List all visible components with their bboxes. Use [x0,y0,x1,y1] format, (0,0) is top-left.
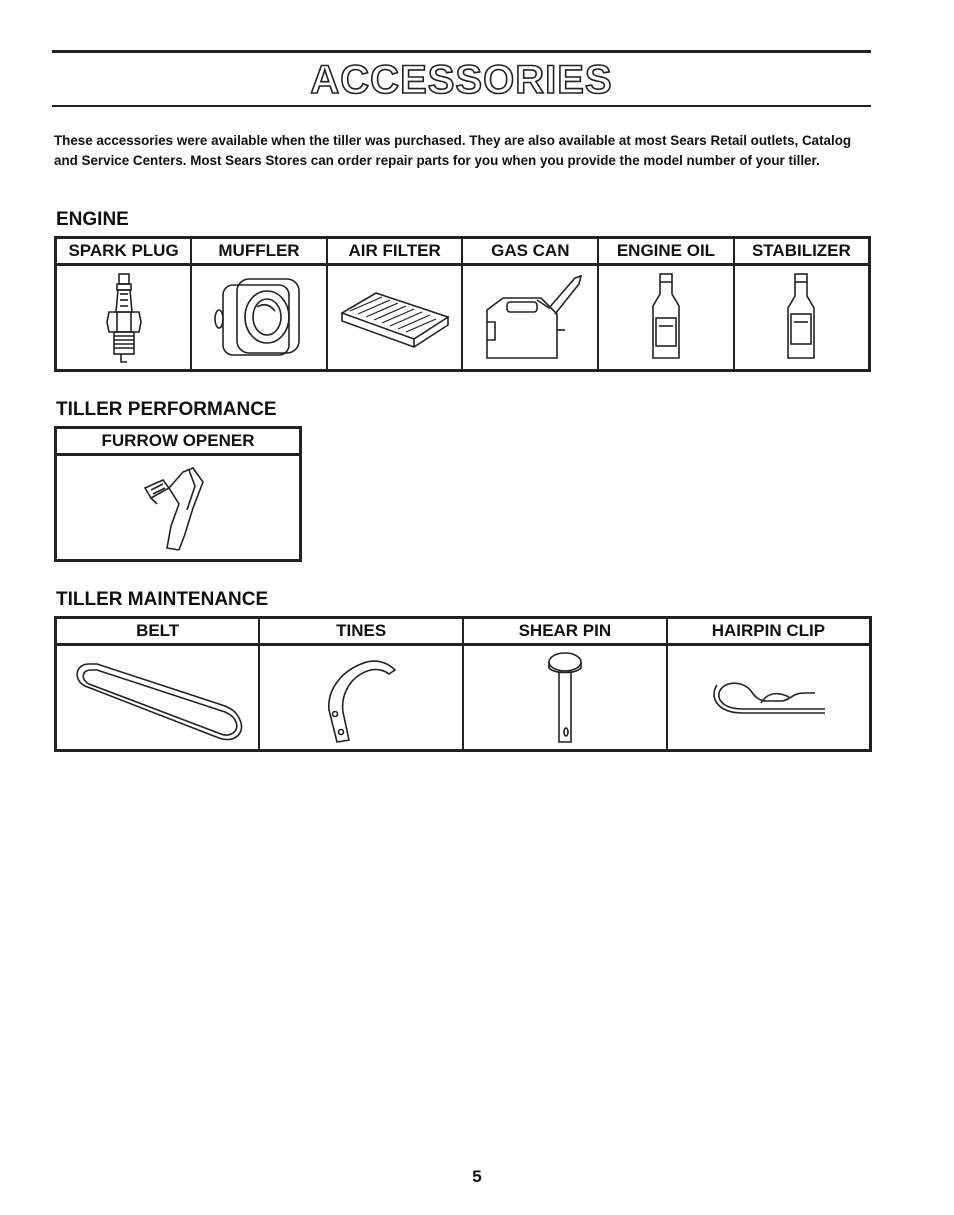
performance-heading: TILLER PERFORMANCE [56,399,277,420]
performance-accessories-table [54,426,302,562]
hairpin-clip-cell [667,645,871,751]
engine-heading: ENGINE [56,209,129,230]
maintenance-label-shear-pin: SHEAR PIN [463,618,667,645]
maintenance-label-hairpin-clip: HAIRPIN CLIP [667,618,871,645]
spark-plug-cell [56,265,192,371]
stabilizer-cell [734,265,870,371]
maintenance-accessories-table [54,616,872,752]
engine-label-engine-oil: ENGINE OIL [598,238,734,265]
title-underline [52,105,871,107]
maintenance-label-tines: TINES [259,618,463,645]
engine-label-air-filter: AIR FILTER [327,238,463,265]
belt-cell [56,645,260,751]
muffler-icon [209,273,309,363]
page-number: 5 [472,1167,482,1186]
intro-paragraph: These accessories were available when the tiller was purchased. They are also available at most Sears Retail outlets, Catalog and Service Centers. Most Sears Stores can order repair parts for you when you provide the model number of your tiller. [54,133,852,168]
page-title: ACCESSORIES [310,58,613,102]
muffler-cell [191,265,327,371]
top-rule [52,50,871,53]
performance-label-furrow-opener: FURROW OPENER [56,428,301,455]
engine-label-spark-plug: SPARK PLUG [56,238,192,265]
gas-can-icon [471,270,589,366]
belt-icon [65,650,251,746]
shear-pin-cell [463,645,667,751]
maintenance-label-belt: BELT [56,618,260,645]
spark-plug-icon [99,270,149,366]
tine-icon [301,650,421,746]
oil-bottle-icon [641,270,691,366]
furrow-opener-cell [56,455,301,561]
air-filter-icon [336,283,454,353]
engine-oil-cell [598,265,734,371]
air-filter-cell [327,265,463,371]
engine-accessories-table [54,236,871,372]
shear-pin-icon [535,648,595,748]
engine-label-gas-can: GAS CAN [462,238,598,265]
stabilizer-bottle-icon [776,270,826,366]
hairpin-clip-icon [703,663,833,733]
engine-label-muffler: MUFFLER [191,238,327,265]
tines-cell [259,645,463,751]
furrow-opener-icon [123,458,233,558]
maintenance-heading: TILLER MAINTENANCE [56,589,269,610]
gas-can-cell [462,265,598,371]
engine-label-stabilizer: STABILIZER [734,238,870,265]
